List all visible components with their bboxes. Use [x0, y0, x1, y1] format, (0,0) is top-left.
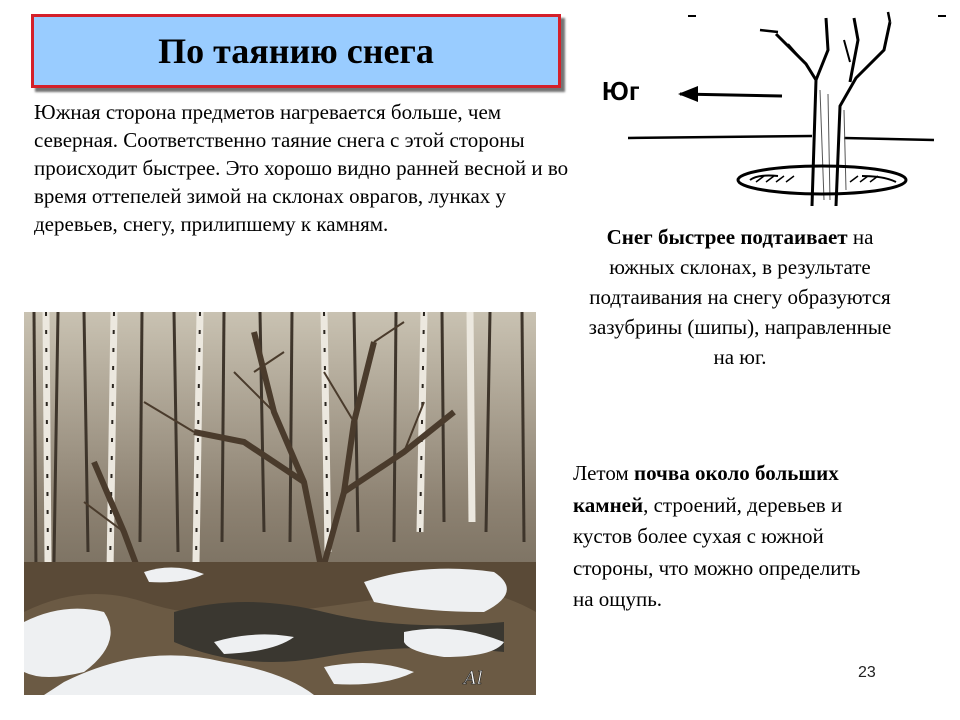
intro-text: Южная сторона предметов нагревается больше, чем северная. Соответственно таяние снега с этой стороны происходит быстрее. Это хорошо видно ранней весной и во время оттепелей зимой на склонах оврагов, лунках у деревьев, снегу, прилипшему к камням. [34, 100, 569, 236]
page-title: По таянию снега [158, 31, 434, 71]
arrow-left-icon [678, 86, 782, 102]
photo-watermark: Al [464, 668, 483, 689]
tree-snow-drawing [588, 10, 956, 210]
soil-caption [573, 458, 863, 616]
caption1-bold: Снег быстрее подтаивает [606, 225, 848, 249]
snow-melt-caption [578, 222, 902, 372]
title-box [31, 14, 561, 88]
caption1-rest: на южных склонах, в результате подтаивания на снегу образуются зазубрины (шипы), направленные на юг. [588, 225, 892, 369]
melt-hole-icon [738, 166, 906, 194]
caption2-after: , строений, деревьев и кустов более сухая с южной стороны, что можно определить на ощупь. [573, 492, 861, 611]
page-number: 23 [858, 664, 876, 681]
south-label: Юг [602, 76, 640, 106]
forest-photo [24, 312, 536, 695]
caption2-bold: почва около больших камней [573, 461, 839, 517]
caption2-before: Летом [573, 461, 634, 485]
